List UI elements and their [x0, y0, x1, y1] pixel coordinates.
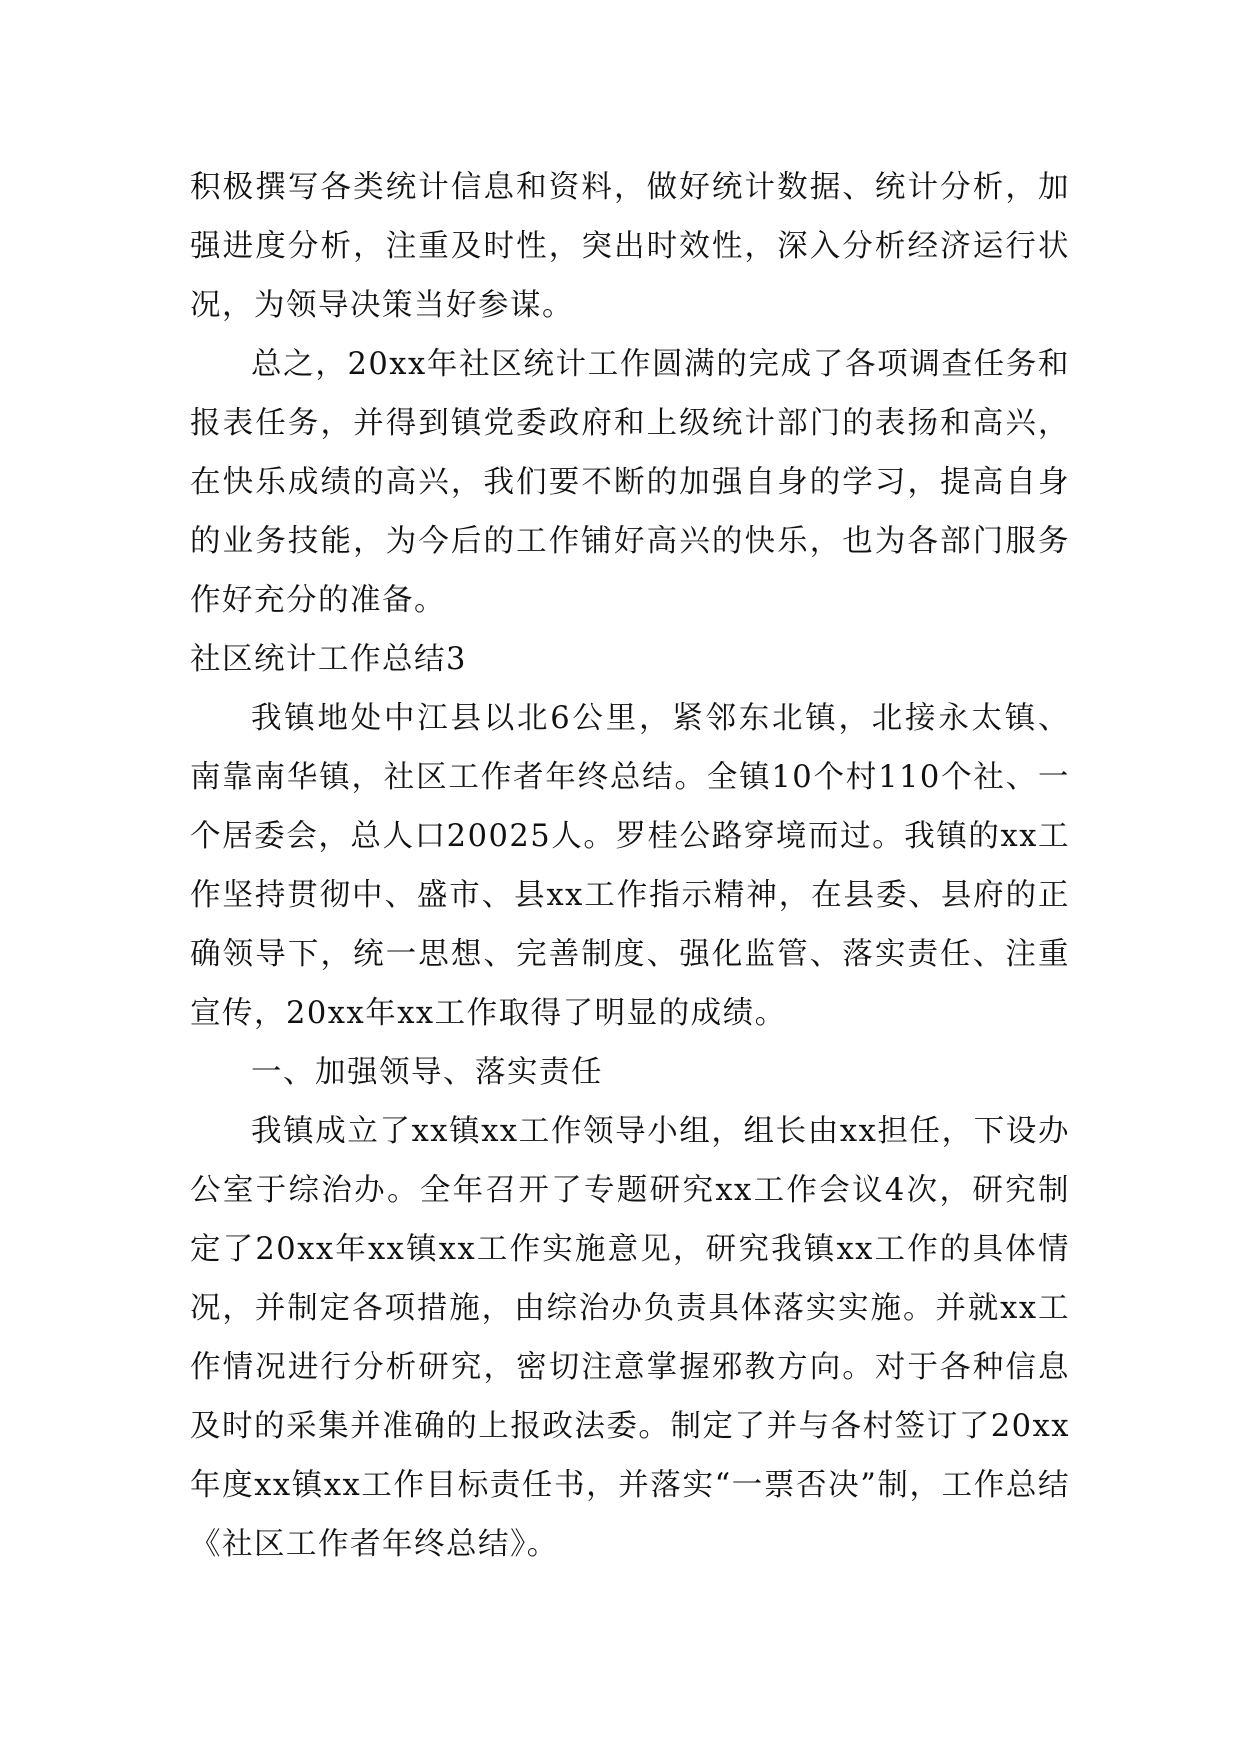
paragraph-leadership-group: 我镇成立了xx镇xx工作领导小组，组长由xx担任，下设办公室于综治办。全年召开了专题研究xx工作会议4次，研究制定了20xx年xx镇xx工作实施意见，研究我镇xx工作的具体情况，并制定各项措施，由综治办负责具体落实实施。并就xx工作情况进行分析研究，密切注意掌握邪教方向。对于各种信息及时的采集并准确的上报政法委。制定了并与各村签订了20xx年度xx镇xx工作目标责任书，并落实“一票否决”制，工作总结《社区工作者年终总结》。 — [190, 1114, 1070, 1562]
paragraph-town-overview: 我镇地处中江县以北6公里，紧邻东北镇，北接永太镇、南靠南华镇，社区工作者年终总结。全镇10个村110个社、一个居委会，总人口20025人。罗桂公路穿境而过。我镇的xx工作坚持贯彻中、盛市、县xx工作指示精神，在县委、县府的正确领导下，统一思想、完善制度、强化监管、落实责任、注重宣传，20xx年xx工作取得了明显的成绩。 — [190, 701, 1070, 1031]
section-heading: 社区统计工作总结3 — [190, 642, 467, 677]
document-body — [190, 158, 1070, 1574]
paragraph-statistics-info: 积极撰写各类统计信息和资料，做好统计数据、统计分析，加强进度分析，注重及时性，突出时效性，深入分析经济运行状况，为领导决策当好参谋。 — [190, 170, 1070, 323]
subheading-leadership: 一、加强领导、落实责任 — [251, 1055, 603, 1090]
paragraph-summary: 总之，20xx年社区统计工作圆满的完成了各项调查任务和报表任务，并得到镇党委政府和上级统计部门的表扬和高兴，在快乐成绩的高兴，我们要不断的加强自身的学习，提高自身的业务技能，为今后的工作铺好高兴的快乐，也为各部门服务作好充分的准备。 — [190, 347, 1070, 618]
